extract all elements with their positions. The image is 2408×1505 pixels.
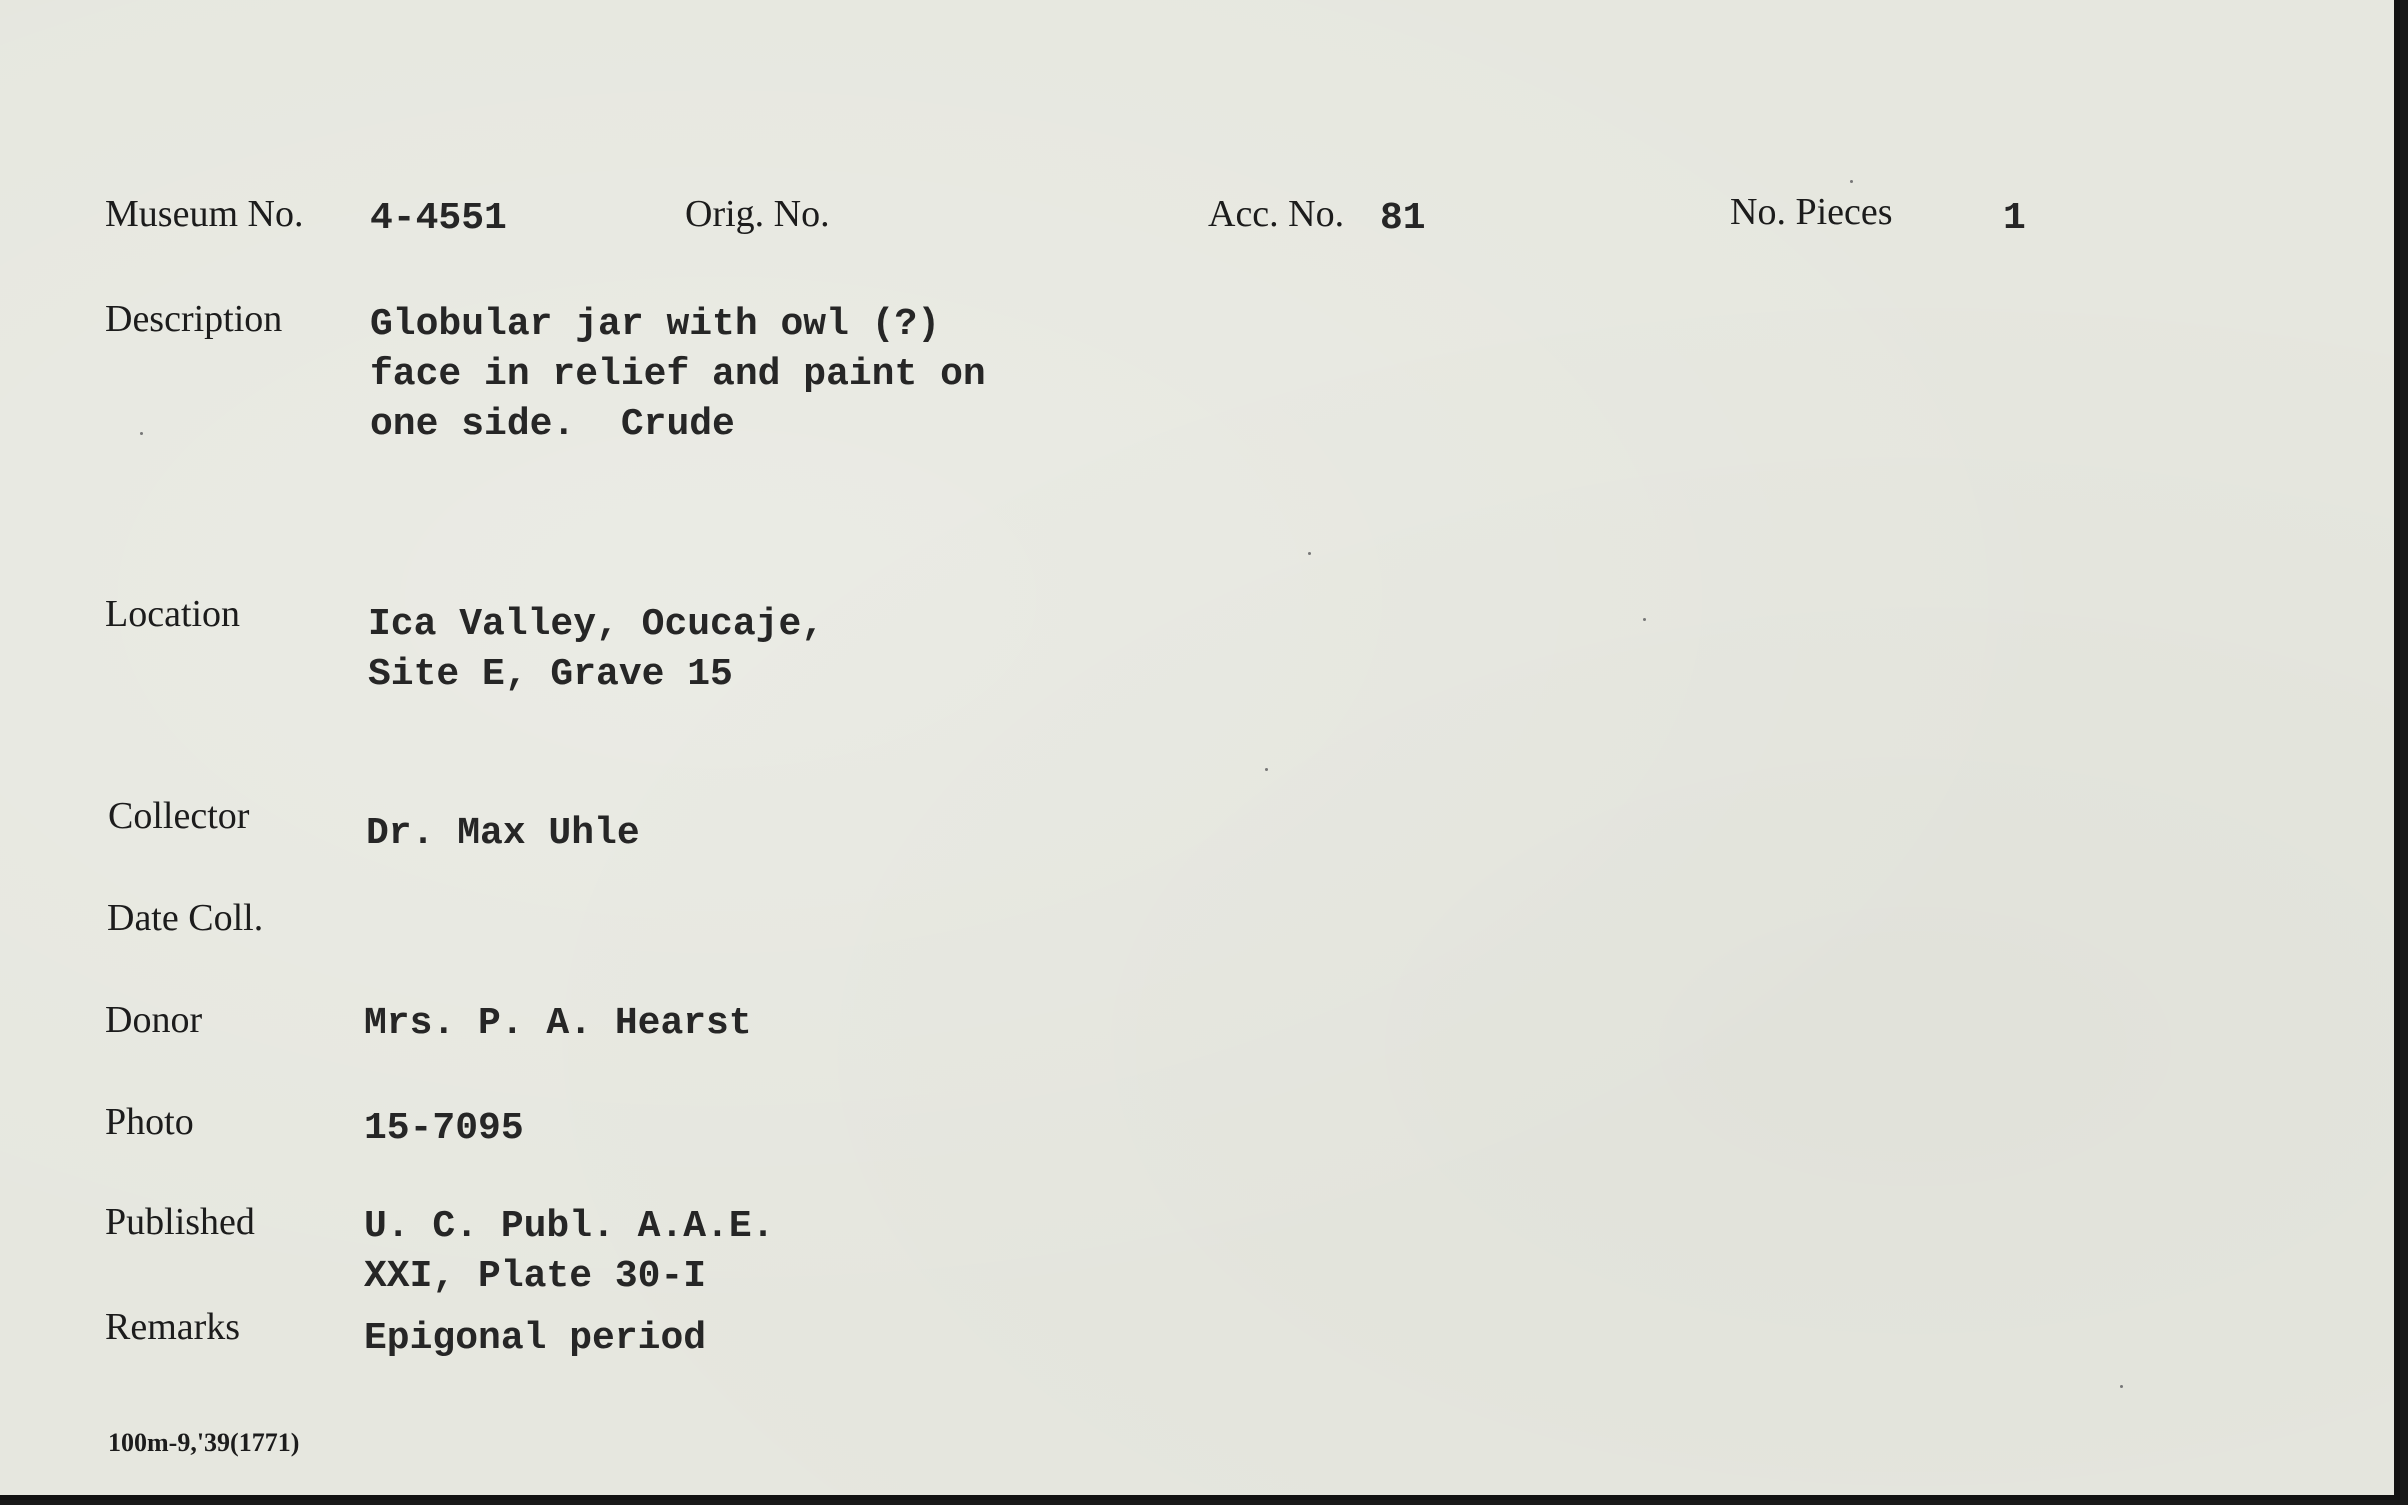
paper-speck [1850,180,1853,183]
donor-label: Donor [105,999,203,1041]
paper-speck [1308,552,1311,555]
description-value: Globular jar with owl (?) face in relief and paint on one side. Crude [370,303,986,446]
remarks-label: Remarks [105,1306,241,1348]
print-code: 100m-9,'39(1771) [108,1428,300,1457]
published-value: U. C. Publ. A.A.E. XXI, Plate 30-I [364,1205,775,1298]
paper-speck [2120,1385,2123,1388]
location-value: Ica Valley, Ocucaje, Site E, Grave 15 [368,603,825,696]
donor-value: Mrs. P. A. Hearst [364,1002,752,1045]
no-pieces-value: 1 [2003,197,2026,240]
remarks-value: Epigonal period [364,1317,707,1360]
museum-no-value: 4-4551 [370,197,507,240]
no-pieces-label: No. Pieces [1730,191,1893,233]
collector-label: Collector [108,795,250,837]
orig-no-label: Orig. No. [685,193,830,235]
acc-no-value: 81 [1380,197,1426,240]
acc-no-label: Acc. No. [1208,193,1345,235]
paper-speck [1643,618,1646,621]
date-coll-label: Date Coll. [107,897,264,939]
paper-speck [1265,768,1268,771]
location-label: Location [105,593,241,635]
published-label: Published [105,1201,255,1243]
photo-value: 15-7095 [364,1107,524,1150]
paper-speck [140,432,143,435]
photo-label: Photo [105,1101,194,1143]
collector-value: Dr. Max Uhle [366,812,640,855]
museum-no-label: Museum No. [105,193,304,235]
description-label: Description [105,298,283,340]
